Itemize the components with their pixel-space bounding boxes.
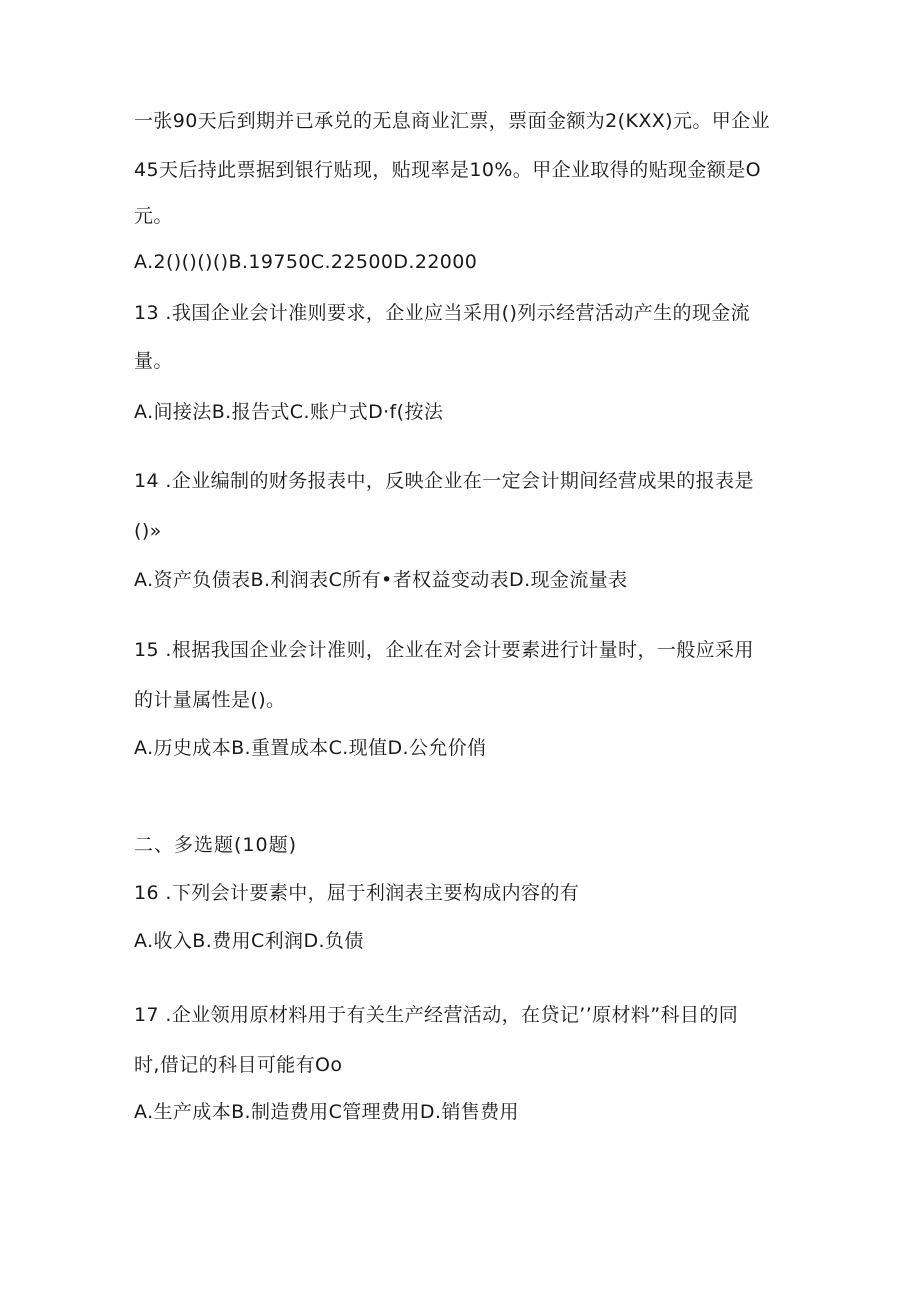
question-12-text-line-2: 45天后持此票据到银行贴现，贴现率是10%。甲企业取得的贴现金额是O <box>134 159 761 181</box>
question-14-text-line-2: ()» <box>134 520 162 542</box>
question-13-text-line-2: 量。 <box>134 350 173 372</box>
question-15-text-line-2: 的计量属性是()。 <box>134 689 286 711</box>
question-16-options: A.收入B.费用C利润D.负债 <box>134 930 364 952</box>
question-16-text-line-1: 16 .下列会计要素中，屈于利润表主要构成内容的有 <box>134 882 580 904</box>
question-13-text-line-1: 13 .我国企业会计准则要求，企业应当采用()列示经营活动产生的现金流 <box>134 302 751 324</box>
section-title-multiple-choice: 二、多选题(10题) <box>134 834 298 856</box>
question-15-options: A.历史成本B.重置成本C.现值D.公允价俏 <box>134 737 487 759</box>
question-12-text-line-1: 一张90天后到期并已承兑的无息商业汇票，票面金额为2(KXX)元。甲企业 <box>134 110 770 132</box>
question-17-text-line-1: 17 .企业领用原材料用于有关生产经营活动，在贷记’’原材料”科目的同 <box>134 1004 739 1026</box>
question-14-options: A.资产负债表B.利润表C所有•者权益变动表D.现金流量表 <box>134 569 628 591</box>
question-12-text-line-3: 元。 <box>134 205 173 227</box>
question-15-text-line-1: 15 .根据我国企业会计准则，企业在对会计要素进行计量时，一般应采用 <box>134 639 754 661</box>
question-14-text-line-1: 14 .企业编制的财务报表中，反映企业在一定会计期间经营成果的报表是 <box>134 470 754 492</box>
question-17-text-line-2: 时,借记的科目可能有Oo <box>134 1054 343 1076</box>
question-13-options: A.间接法B.报告式C.账户式D·f(按法 <box>134 401 444 423</box>
question-12-options: A.2()()()()B.19750C.22500D.22000 <box>134 251 478 273</box>
question-17-options: A.生产成本B.制造费用C管理费用D.销售费用 <box>134 1101 519 1123</box>
